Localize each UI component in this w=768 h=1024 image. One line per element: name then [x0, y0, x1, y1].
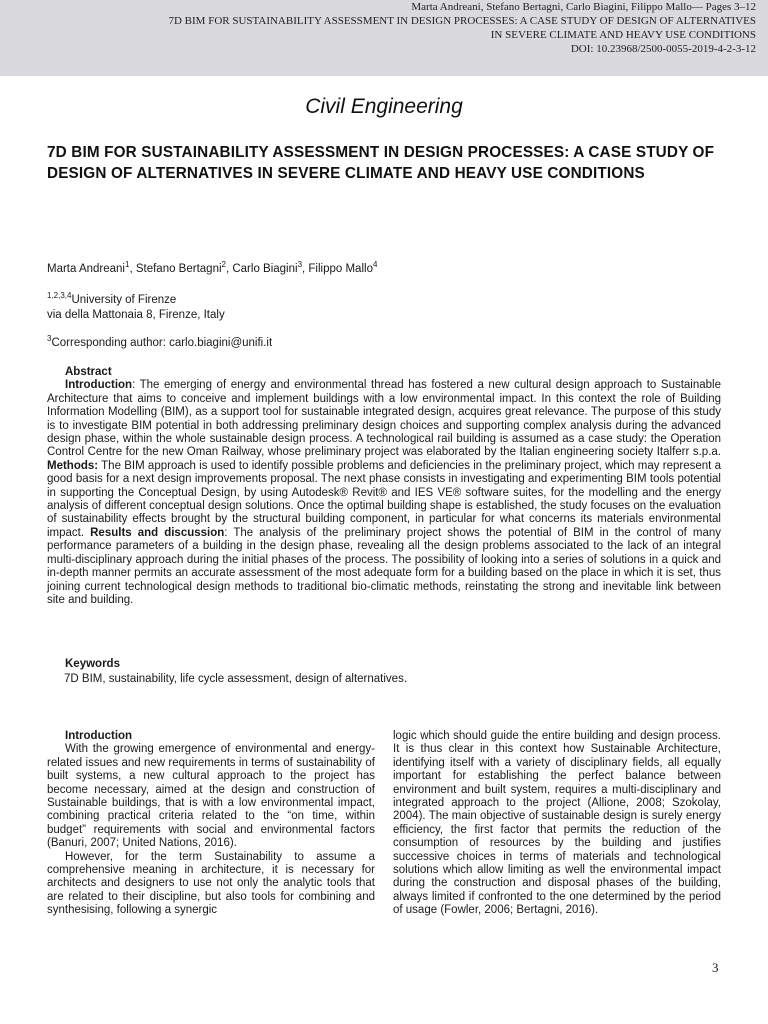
- abstract-methods-text: The BIM approach is used to identify possible problems and deficiencies in the preliminary project, which may represent a good basis for a next design improvements proposal. The next phase consists in investigating and experimenting BIM tools potential in supporting the Conceptual Design, by using Autodesk® Revit® and IES VE® software suites, for the modelling and the energy analysis of different conceptual design solutions. Once the optimal building shape is established, the study focuses on the evaluation of sustainability effects brought by the structural building component, in particular for what concerns its materials environmental impact.: [47, 459, 721, 539]
- page-number: 3: [712, 960, 719, 975]
- abstract-intro-text: : The emerging of energy and environmental thread has fostered a new cultural design approach to Sustainable Architecture that aims to conceive and implement buildings with a low environmental impact. In this context the role of Building Information Modelling (BIM), as a support tool for sustainable integrated design, acquires great relevance. The purpose of this study is to investigate BIM potential in both addressing preliminary design choices and supporting complex analysis during the advanced design phase, within the whole sustainable design process. A technological rail building is assumed as a case study: the Operation Control Centre for the new Oman Railway, whose preliminary project was elaborated by the Italian engineering society Italferr s.p.a.: [47, 379, 721, 459]
- corresponding-sup: 3: [47, 334, 52, 344]
- body-paragraph: However, for the term Sustainability to assume a comprehensive meaning in architecture, it is necessary for architects and designers to use not only the analytic tools that are related to their discipline, but also tools for combining and synthesising, following a synergic: [47, 850, 375, 917]
- author-sup: 3: [297, 260, 303, 270]
- author-separator: ,: [129, 263, 136, 275]
- introduction-heading: Introduction: [65, 730, 133, 742]
- running-header: [168, 0, 756, 56]
- corresponding-text: Corresponding author: carlo.biagini@unifi.it: [51, 337, 273, 349]
- running-header-title-line2: IN SEVERE CLIMATE AND HEAVY USE CONDITIONS: [490, 29, 756, 41]
- running-header-authors: Marta Andreani, Stefano Bertagni, Carlo Biagini, Filippo Mallo— Pages 3–12: [411, 1, 756, 13]
- abstract-intro-label: Introduction: [65, 379, 133, 392]
- abstract: [47, 366, 721, 607]
- author-sup: 4: [372, 260, 378, 270]
- journal-section: Civil Engineering: [305, 95, 463, 118]
- abstract-results-text: : The analysis of the preliminary project shows the potential of BIM in the control of many performance parameters of a building in the design phase, revealing all the design problems associated to the lack of an integral multi-disciplinary approach during the initial phases of the process. The possibility of looking into a series of solutions in a quick and in-depth manner permits an accurate assessment of the most adequate form for a building based on the place in which it is set, thus joining current technological design methods to traditional bio-climatic methods, reinstating the strong and inevitable link between site and building.: [47, 526, 721, 606]
- abstract-methods-label: Methods:: [47, 459, 99, 472]
- affiliation-sup: 1,2,3,4: [47, 291, 72, 301]
- author-separator: ,: [302, 263, 309, 275]
- running-header-doi: DOI: 10.23968/2500-0055-2019-4-2-3-12: [570, 43, 756, 55]
- body-column-right: [393, 730, 721, 918]
- paper-title: 7D BIM FOR SUSTAINABILITY ASSESSMENT IN DESIGN PROCESSES: A CASE STUDY OF DESIGN OF ALTERNATIVES IN SEVERE CLIMATE AND HEAVY USE CONDITIONS: [47, 144, 715, 182]
- affiliation-university: University of Firenze: [71, 294, 177, 306]
- author-sup: 2: [221, 260, 226, 270]
- author-name: Carlo Biagini: [232, 263, 298, 275]
- abstract-heading: Abstract: [65, 366, 112, 378]
- keywords-text: 7D BIM, sustainability, life cycle assessment, design of alternatives.: [64, 673, 408, 685]
- affiliation-address: via della Mattonaia 8, Firenze, Italy: [47, 308, 225, 321]
- body-paragraph: logic which should guide the entire building and design process. It is thus clear in this context how Sustainable Architecture, identifying itself with a variety of disciplinary fields, all equally important for establishing the perfect balance between environment and built system, requires a multi-disciplinary and integrated approach to the project (Allione, 2008; Szokolay, 2004). The main objective of sustainable design is surely energy efficiency, the first factor that permits the reduction of the consumption of resources by the building and justifies successive choices in terms of materials and technological solutions which allow limiting as well the environmental impact during the construction and disposal phases of the building, always limited if confronted to the one determined by the period of usage (Fowler, 2006; Bertagni, 2016).: [393, 730, 721, 917]
- running-header-title-line1: 7D BIM FOR SUSTAINABILITY ASSESSMENT IN DESIGN PROCESSES: A CASE STUDY OF DESIGN OF ALTERNATIVES: [168, 15, 756, 27]
- author-name: Filippo Mallo: [308, 263, 373, 275]
- body-paragraph: With the growing emergence of environmental and energy-related issues and new requirements in terms of sustainability of built systems, a new cultural approach to the project has become necessary, aimed at the design and construction of Sustainable buildings, that is with a low environmental impact, combining practical criteria related to the “on time, within budget” requirements with social and environmental factors (Banuri, 2007; United Nations, 2016).: [47, 743, 375, 850]
- abstract-results-label: Results and discussion: [90, 526, 225, 539]
- author-list: [47, 260, 378, 275]
- author-name: Marta Andreani: [47, 263, 125, 275]
- keywords-heading: Keywords: [65, 658, 120, 670]
- keywords: [65, 657, 407, 687]
- author-separator: ,: [225, 263, 233, 275]
- author-name: Stefano Bertagni: [135, 263, 222, 275]
- abstract-body: [47, 379, 721, 607]
- corresponding-author: [47, 334, 273, 349]
- author-sup: 1: [125, 260, 130, 270]
- body-column-left: [47, 730, 375, 918]
- affiliation: [47, 293, 225, 322]
